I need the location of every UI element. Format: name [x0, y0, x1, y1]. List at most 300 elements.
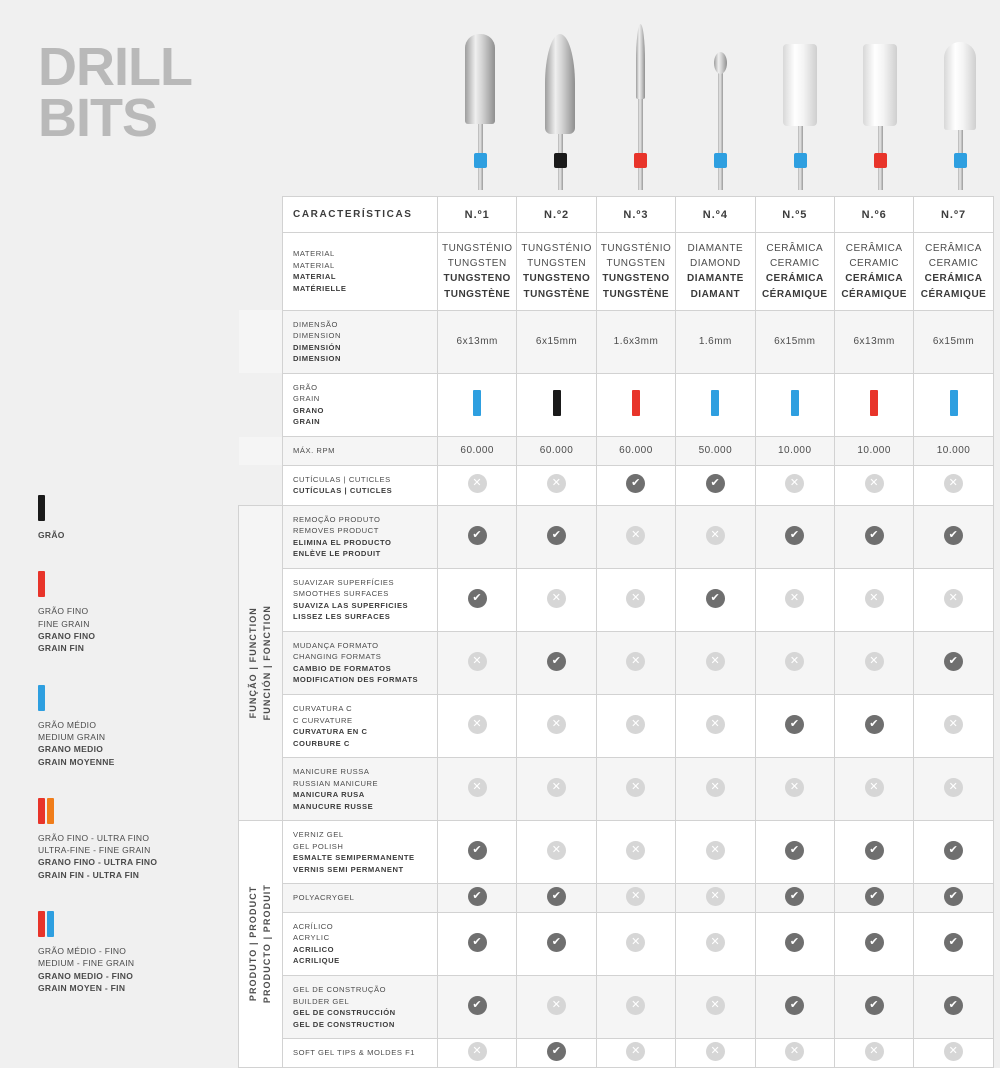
- header-column-7: N.º7: [914, 197, 993, 233]
- feature-label-cell: [283, 568, 438, 631]
- table-row: [239, 758, 994, 821]
- grain-cell: [438, 373, 517, 436]
- check-icon: ✔: [468, 841, 487, 860]
- feature-label-cell: [283, 694, 438, 757]
- header-column-3: N.º3: [596, 197, 675, 233]
- legend-label-line: FINE GRAIN: [38, 618, 90, 629]
- table-row: [239, 505, 994, 568]
- cross-icon: ✕: [626, 652, 645, 671]
- availability-cell: [834, 505, 913, 568]
- cross-icon: ✕: [785, 652, 804, 671]
- check-icon: ✔: [468, 933, 487, 952]
- availability-cell: [676, 884, 755, 913]
- cross-icon: ✕: [626, 887, 645, 906]
- drill-bit-4: [680, 18, 760, 190]
- header-column-6: N.º6: [834, 197, 913, 233]
- table-row: [239, 373, 994, 436]
- check-icon: ✔: [785, 996, 804, 1015]
- feature-label-line: MÁX. RPM: [293, 446, 335, 455]
- availability-cell: [914, 694, 993, 757]
- availability-cell: [834, 884, 913, 913]
- cross-icon: ✕: [468, 652, 487, 671]
- value-cell: 6x15mm: [914, 310, 993, 373]
- material-line: TUNGSTÉNIO: [521, 243, 592, 254]
- availability-cell: [914, 505, 993, 568]
- availability-cell: [517, 821, 596, 884]
- material-line: TUNGSTÈNE: [602, 288, 670, 300]
- check-icon: ✔: [706, 474, 725, 493]
- drill-bit-grain-ring: [794, 153, 807, 168]
- availability-cell: [755, 505, 834, 568]
- availability-cell: [438, 912, 517, 975]
- availability-cell: [914, 976, 993, 1039]
- cross-icon: ✕: [706, 933, 725, 952]
- value-cell: 6x15mm: [517, 310, 596, 373]
- availability-cell: [438, 568, 517, 631]
- legend-label-line: GRAIN FIN - ULTRA FIN: [38, 869, 140, 880]
- cross-icon: ✕: [944, 474, 963, 493]
- legend-swatch-group: [38, 571, 228, 597]
- availability-cell: [834, 694, 913, 757]
- availability-cell: [914, 631, 993, 694]
- material-line: CERÂMICA: [845, 243, 903, 254]
- drill-bit-head: [944, 42, 976, 130]
- cross-icon: ✕: [785, 1042, 804, 1061]
- feature-label-line: SOFT GEL TIPS & MOLDES F1: [293, 1048, 416, 1058]
- material-cell: [834, 233, 913, 311]
- drill-bit-2: [520, 18, 600, 190]
- legend-label-line: GRANO MEDIO: [38, 744, 104, 755]
- value-cell: 10.000: [755, 437, 834, 466]
- legend-label-line: GRÃO MÉDIO - FINO: [38, 946, 127, 957]
- material-line: DIAMANTE: [687, 243, 744, 254]
- feature-label-line: GRAIN: [293, 417, 321, 427]
- cross-icon: ✕: [626, 933, 645, 952]
- cross-icon: ✕: [626, 715, 645, 734]
- feature-label-cell: [283, 373, 438, 436]
- check-icon: ✔: [468, 887, 487, 906]
- cross-icon: ✕: [626, 996, 645, 1015]
- cross-icon: ✕: [468, 1042, 487, 1061]
- availability-cell: [676, 505, 755, 568]
- header-characteristics: CARACTERÍSTICAS: [283, 197, 438, 233]
- feature-label-cell: [283, 912, 438, 975]
- feature-label-cell: [283, 758, 438, 821]
- feature-label-line: CUTÍCULAS | CUTICLES: [293, 474, 391, 484]
- availability-cell: [676, 912, 755, 975]
- feature-label-line: RUSSIAN MANICURE: [293, 778, 379, 788]
- row-spacer: [239, 310, 283, 373]
- legend-item-1: [38, 495, 228, 541]
- feature-label-line: DIMENSION: [293, 331, 341, 341]
- value-cell: 10.000: [834, 437, 913, 466]
- feature-label-line: CURVATURA EN C: [293, 727, 368, 737]
- value-cell: 60.000: [596, 437, 675, 466]
- legend-color-swatch: [47, 911, 54, 937]
- availability-cell: [596, 884, 675, 913]
- drill-bit-3: [600, 18, 680, 190]
- feature-label-line: SUAVIZA LAS SUPERFICIES: [293, 600, 409, 610]
- availability-cell: [438, 758, 517, 821]
- check-icon: ✔: [785, 841, 804, 860]
- feature-label-line: MUDANÇA FORMATO: [293, 640, 379, 650]
- feature-label-line: CURVATURA C: [293, 703, 353, 713]
- feature-label-line: GEL DE CONSTRUCTION: [293, 1019, 395, 1029]
- feature-label-line: GEL DE CONSTRUCCIÓN: [293, 1008, 396, 1018]
- availability-cell: [755, 821, 834, 884]
- cross-icon: ✕: [865, 652, 884, 671]
- material-line: TUNGSTÉNIO: [442, 243, 513, 254]
- feature-label-cell: [283, 1039, 438, 1068]
- material-cell: [755, 233, 834, 311]
- check-icon: ✔: [944, 526, 963, 545]
- material-line: TUNGSTEN: [447, 258, 507, 270]
- cross-icon: ✕: [547, 474, 566, 493]
- availability-cell: [596, 1039, 675, 1068]
- check-icon: ✔: [547, 933, 566, 952]
- cross-icon: ✕: [468, 778, 487, 797]
- material-line: CÉRAMIQUE: [761, 288, 828, 300]
- availability-cell: [834, 631, 913, 694]
- legend-label-line: GRÃO FINO: [38, 606, 89, 617]
- cross-icon: ✕: [785, 778, 804, 797]
- value-cell: 6x13mm: [834, 310, 913, 373]
- grain-cell: [676, 373, 755, 436]
- table-row: [239, 233, 994, 311]
- availability-cell: [596, 568, 675, 631]
- check-icon: ✔: [468, 589, 487, 608]
- drill-bit-grain-ring: [874, 153, 887, 168]
- material-line: TUNGSTÈNE: [444, 288, 511, 300]
- check-icon: ✔: [468, 526, 487, 545]
- feature-label-line: DIMENSÃO: [293, 319, 338, 329]
- legend-label-line: GRANO FINO - ULTRA FINO: [38, 857, 158, 868]
- availability-cell: [755, 884, 834, 913]
- availability-cell: [517, 465, 596, 505]
- feature-label-cell: [283, 884, 438, 913]
- feature-label-line: ACRILIQUE: [293, 956, 340, 966]
- table-row: [239, 694, 994, 757]
- availability-cell: [596, 694, 675, 757]
- material-line: TUNGSTENO: [522, 273, 591, 285]
- feature-label-line: ESMALTE SEMIPERMANENTE: [293, 853, 415, 863]
- feature-label-line: DIMENSIÓN: [293, 342, 341, 352]
- check-icon: ✔: [865, 887, 884, 906]
- feature-label-line: MANICURE RUSSA: [293, 767, 370, 777]
- cross-icon: ✕: [706, 841, 725, 860]
- availability-cell: [438, 1039, 517, 1068]
- material-line: TUNGSTEN: [606, 258, 666, 270]
- feature-label-line: CUTÍCULAS | CUTICLES: [293, 486, 393, 496]
- material-line: CÉRAMIQUE: [920, 288, 987, 300]
- availability-cell: [676, 694, 755, 757]
- check-icon: ✔: [865, 715, 884, 734]
- availability-cell: [517, 1039, 596, 1068]
- value-cell: 10.000: [914, 437, 993, 466]
- legend-label-line: GRANO FINO: [38, 630, 96, 641]
- legend-label: [38, 605, 228, 654]
- availability-cell: [914, 568, 993, 631]
- table-row: [239, 976, 994, 1039]
- page-title: [38, 37, 192, 149]
- availability-cell: [676, 758, 755, 821]
- cross-icon: ✕: [706, 526, 725, 545]
- table-row: [239, 631, 994, 694]
- availability-cell: [914, 1039, 993, 1068]
- legend-label: [38, 719, 228, 768]
- page-title-line2: BITS: [38, 88, 158, 149]
- legend-label-line: GRÃO MÉDIO: [38, 719, 97, 730]
- availability-cell: [755, 631, 834, 694]
- drill-bit-grain-ring: [634, 153, 647, 168]
- material-line: CÉRAMIQUE: [841, 288, 907, 300]
- value-cell: 60.000: [517, 437, 596, 466]
- check-icon: ✔: [944, 887, 963, 906]
- feature-label-line: COURBURE C: [293, 738, 350, 748]
- feature-label-line: SUAVIZAR SUPERFÍCIES: [293, 577, 395, 587]
- feature-label-cell: [283, 310, 438, 373]
- cross-icon: ✕: [785, 474, 804, 493]
- feature-label-line: VERNIZ GEL: [293, 830, 344, 840]
- table-row: [239, 1039, 994, 1068]
- legend-label: [38, 832, 228, 881]
- availability-cell: [834, 465, 913, 505]
- drill-bit-grain-ring: [954, 153, 967, 168]
- legend-label-line: GRANO MEDIO - FINO: [38, 970, 134, 981]
- availability-cell: [676, 821, 755, 884]
- grain-color-bar: [870, 390, 878, 416]
- feature-label-line: GRANO: [293, 405, 325, 415]
- cross-icon: ✕: [865, 589, 884, 608]
- feature-label-line: BUILDER GEL: [293, 996, 350, 1006]
- value-cell: 1.6mm: [676, 310, 755, 373]
- legend-label-line: ULTRA-FINE - FINE GRAIN: [38, 845, 151, 856]
- legend-color-swatch: [38, 798, 45, 824]
- feature-label-line: MODIFICATION DES FORMATS: [293, 675, 419, 685]
- legend-color-swatch: [47, 798, 54, 824]
- material-line: TUNGSTEN: [527, 258, 587, 270]
- legend-label-line: MEDIUM - FINE GRAIN: [38, 958, 135, 969]
- availability-cell: [517, 568, 596, 631]
- drill-bit-illustrations: [440, 18, 1000, 190]
- feature-label-line: DIMENSION: [293, 354, 341, 364]
- availability-cell: [914, 884, 993, 913]
- availability-cell: [438, 465, 517, 505]
- material-line: CERÁMICA: [924, 273, 983, 285]
- grain-color-bar: [473, 390, 481, 416]
- feature-label-line: MATERIAL: [293, 249, 335, 259]
- material-cell: [676, 233, 755, 311]
- feature-label-line: C CURVATURE: [293, 715, 353, 725]
- grain-color-bar: [632, 390, 640, 416]
- legend-color-swatch: [38, 571, 45, 597]
- material-cell: [517, 233, 596, 311]
- feature-label-line: GEL DE CONSTRUÇÃO: [293, 985, 387, 994]
- material-cell: [438, 233, 517, 311]
- header-column-5: N.º5: [755, 197, 834, 233]
- cross-icon: ✕: [706, 1042, 725, 1061]
- page-title-line1: DRILL: [38, 37, 192, 97]
- check-icon: ✔: [626, 474, 645, 493]
- check-icon: ✔: [547, 1042, 566, 1061]
- grain-color-bar: [950, 390, 958, 416]
- legend-color-swatch: [38, 495, 45, 521]
- check-icon: ✔: [785, 715, 804, 734]
- availability-cell: [834, 758, 913, 821]
- feature-label-line: GRÃO: [293, 382, 318, 392]
- row-spacer: [239, 465, 283, 505]
- legend-color-swatch: [38, 911, 45, 937]
- legend-swatch-group: [38, 495, 228, 521]
- availability-cell: [914, 912, 993, 975]
- cross-icon: ✕: [706, 996, 725, 1015]
- drill-bit-head: [465, 34, 495, 124]
- availability-cell: [755, 1039, 834, 1068]
- check-icon: ✔: [785, 933, 804, 952]
- availability-cell: [834, 912, 913, 975]
- legend-label: [38, 529, 228, 541]
- table-row: [239, 821, 994, 884]
- cross-icon: ✕: [785, 589, 804, 608]
- cross-icon: ✕: [944, 1042, 963, 1061]
- drill-bit-shank: [718, 70, 723, 190]
- grain-color-bar: [553, 390, 561, 416]
- table-row: [239, 310, 994, 373]
- header-column-2: N.º2: [517, 197, 596, 233]
- grain-cell: [914, 373, 993, 436]
- feature-label-cell: [283, 465, 438, 505]
- cross-icon: ✕: [944, 715, 963, 734]
- legend-label-line: GRAIN MOYEN - FIN: [38, 983, 126, 993]
- availability-cell: [438, 821, 517, 884]
- feature-label-line: ACRILICO: [293, 944, 335, 954]
- feature-label-line: CHANGING FORMATS: [293, 652, 382, 662]
- grain-cell: [517, 373, 596, 436]
- drill-bit-7: [920, 18, 1000, 190]
- availability-cell: [438, 976, 517, 1039]
- legend-label: [38, 945, 228, 994]
- feature-label-line: MATERIAL: [293, 260, 335, 270]
- material-line: CERÁMICA: [845, 273, 904, 285]
- feature-label-cell: [283, 976, 438, 1039]
- availability-cell: [596, 758, 675, 821]
- cross-icon: ✕: [468, 474, 487, 493]
- availability-cell: [676, 631, 755, 694]
- check-icon: ✔: [547, 887, 566, 906]
- cross-icon: ✕: [865, 1042, 884, 1061]
- feature-label-line: SMOOTHES SURFACES: [293, 589, 389, 599]
- cross-icon: ✕: [547, 778, 566, 797]
- material-line: CERÂMICA: [925, 243, 982, 254]
- feature-label-line: GRAIN: [293, 394, 320, 404]
- legend-swatch-group: [38, 685, 228, 711]
- drill-bit-shank: [638, 95, 643, 190]
- drill-bit-head: [636, 24, 645, 99]
- availability-cell: [914, 758, 993, 821]
- availability-cell: [676, 568, 755, 631]
- legend-item-4: [38, 798, 228, 881]
- cross-icon: ✕: [706, 652, 725, 671]
- check-icon: ✔: [468, 996, 487, 1015]
- availability-cell: [834, 821, 913, 884]
- cross-icon: ✕: [706, 778, 725, 797]
- cross-icon: ✕: [626, 778, 645, 797]
- check-icon: ✔: [944, 652, 963, 671]
- table-row: [239, 568, 994, 631]
- check-icon: ✔: [547, 652, 566, 671]
- check-icon: ✔: [944, 996, 963, 1015]
- availability-cell: [834, 976, 913, 1039]
- cross-icon: ✕: [865, 474, 884, 493]
- legend-label-line: GRAIN MOYENNE: [38, 756, 115, 767]
- feature-label-line: POLYACRYGEL: [293, 893, 355, 903]
- material-line: TUNGSTÉNIO: [600, 243, 672, 254]
- cross-icon: ✕: [626, 841, 645, 860]
- availability-cell: [676, 976, 755, 1039]
- legend-item-3: [38, 685, 228, 768]
- group-label-function: FUNÇÃO | FUNCTION FUNCIÓN | FONCTION: [239, 505, 283, 821]
- header-column-1: N.º1: [438, 197, 517, 233]
- availability-cell: [517, 631, 596, 694]
- header-column-4: N.º4: [676, 197, 755, 233]
- availability-cell: [438, 884, 517, 913]
- feature-label-line: LISSEZ LES SURFACES: [293, 612, 391, 622]
- legend-swatch-group: [38, 798, 228, 824]
- check-icon: ✔: [547, 526, 566, 545]
- availability-cell: [596, 505, 675, 568]
- availability-cell: [914, 465, 993, 505]
- availability-cell: [755, 694, 834, 757]
- material-line: TUNGSTENO: [602, 273, 670, 285]
- drill-bit-1: [440, 18, 520, 190]
- material-line: CERAMIC: [769, 258, 820, 270]
- availability-cell: [755, 465, 834, 505]
- value-cell: 6x13mm: [438, 310, 517, 373]
- feature-label-line: MATÉRIELLE: [293, 283, 347, 293]
- table-corner-spacer: [239, 197, 283, 233]
- cross-icon: ✕: [944, 778, 963, 797]
- cross-icon: ✕: [547, 996, 566, 1015]
- cross-icon: ✕: [944, 589, 963, 608]
- availability-cell: [517, 758, 596, 821]
- availability-cell: [596, 821, 675, 884]
- material-cell: [914, 233, 993, 311]
- cross-icon: ✕: [706, 715, 725, 734]
- material-line: DIAMANTE: [686, 273, 744, 285]
- row-spacer: [239, 233, 283, 311]
- cross-icon: ✕: [626, 589, 645, 608]
- cross-icon: ✕: [706, 887, 725, 906]
- availability-cell: [755, 976, 834, 1039]
- feature-label-line: GEL POLISH: [293, 841, 344, 851]
- availability-cell: [517, 976, 596, 1039]
- availability-cell: [517, 912, 596, 975]
- check-icon: ✔: [706, 589, 725, 608]
- material-line: DIAMANT: [690, 288, 741, 300]
- legend-label-line: GRÃO: [38, 530, 65, 540]
- material-line: DIAMOND: [690, 258, 741, 270]
- legend-item-5: [38, 911, 228, 994]
- feature-label-line: REMOVES PRODUCT: [293, 526, 379, 536]
- drill-bit-head: [863, 44, 897, 126]
- availability-cell: [596, 976, 675, 1039]
- material-line: CERÁMICA: [765, 273, 824, 285]
- group-label-product: PRODUTO | PRODUCT PRODUCTO | PRODUIT: [239, 821, 283, 1067]
- feature-label-line: REMOÇÃO PRODUTO: [293, 514, 381, 524]
- availability-cell: [755, 912, 834, 975]
- row-spacer: [239, 437, 283, 466]
- feature-label-line: VERNIS SEMI PERMANENT: [293, 864, 404, 874]
